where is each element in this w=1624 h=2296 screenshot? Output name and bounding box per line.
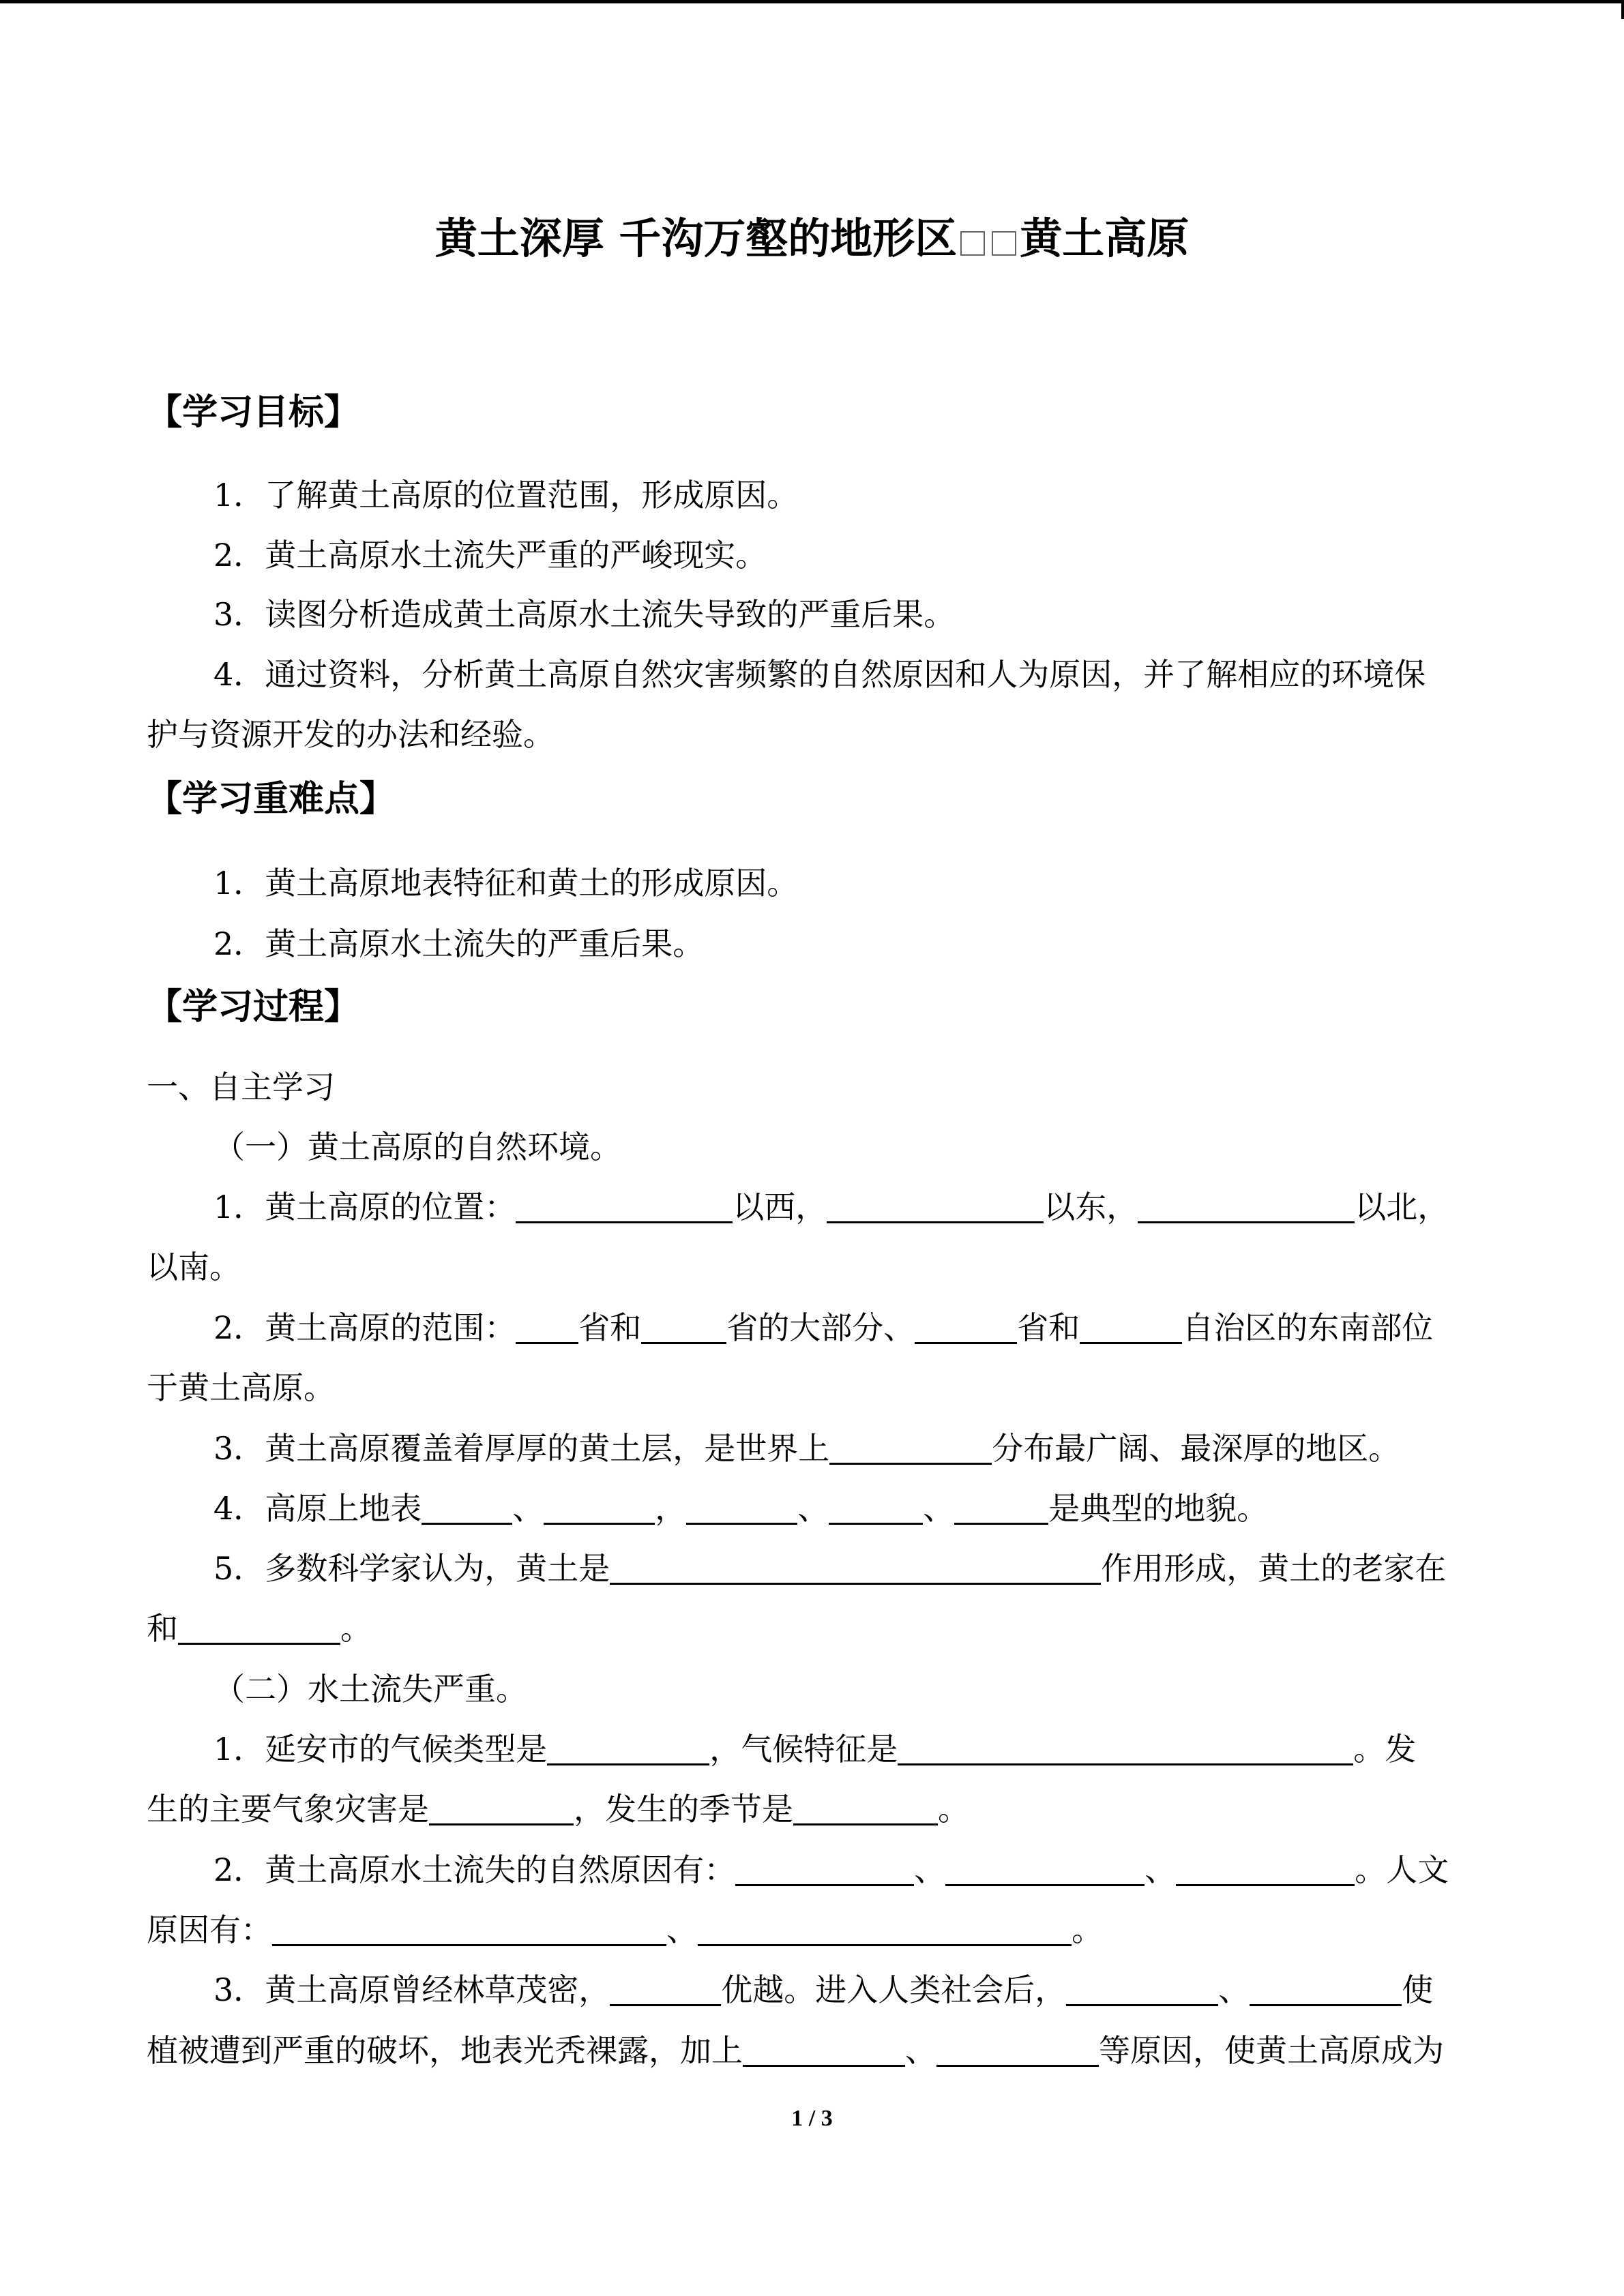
question-4: 4．高原上地表 、 ， 、 、 是典型的地貌。 (213, 1490, 1269, 1527)
objective-item: 2．黄土高原水土流失严重的严峻现实。 (213, 537, 767, 573)
fill-blank[interactable] (178, 1613, 340, 1645)
question-2: 2．黄土高原的范围： 省和 省的大部分、 省和 自治区的东南部位 (213, 1309, 1434, 1346)
objective-item-cont: 护与资源开发的办法和经验。 (147, 716, 555, 753)
fill-blank[interactable] (945, 1854, 1145, 1886)
question-6-cont: 生的主要气象灾害是 ，发生的季节是 。 (147, 1791, 969, 1828)
fill-blank[interactable] (272, 1914, 666, 1946)
sub-heading: （一）黄土高原的自然环境。 (213, 1129, 621, 1165)
fill-blank[interactable] (610, 1553, 1101, 1585)
question-7-cont: 原因有： 、 。 (147, 1911, 1103, 1948)
section-heading-process: 【学习过程】 (147, 987, 360, 1028)
objective-item: 3．读图分析造成黄土高原水土流失导致的严重后果。 (213, 596, 956, 633)
fill-blank[interactable] (827, 1191, 1044, 1223)
fill-blank[interactable] (915, 1312, 1017, 1344)
question-2-cont: 于黄土高原。 (147, 1369, 335, 1406)
fill-blank[interactable] (686, 1493, 797, 1525)
fill-blank[interactable] (516, 1312, 578, 1344)
fill-blank[interactable] (936, 2035, 1099, 2067)
fill-blank[interactable] (1250, 1974, 1402, 2006)
keypoint-item: 2．黄土高原水土流失的严重后果。 (213, 925, 705, 962)
corner-mark (1621, 0, 1624, 19)
question-7: 2．黄土高原水土流失的自然原因有： 、 、 。人文 (213, 1851, 1449, 1888)
part-heading: 一、自主学习 (147, 1069, 335, 1105)
question-8-cont: 植被遭到严重的破坏，地表光秃裸露，加上 、 等原因，使黄土高原成为 (147, 2032, 1444, 2069)
missing-glyph-box (960, 231, 985, 256)
question-8: 3．黄土高原曾经林草茂密， 优越。进入人类社会后， 、 使 (213, 1971, 1434, 2008)
fill-blank[interactable] (544, 1493, 655, 1525)
question-6: 1．延安市的气候类型是 ，气候特征是 。发 (213, 1731, 1417, 1768)
fill-blank[interactable] (954, 1493, 1048, 1525)
fill-blank[interactable] (793, 1793, 938, 1825)
fill-blank[interactable] (743, 2035, 905, 2067)
objective-item: 1．了解黄土高原的位置范围，形成原因。 (213, 477, 799, 513)
fill-blank[interactable] (898, 1733, 1353, 1765)
sub-heading: （二）水土流失严重。 (213, 1671, 527, 1708)
section-heading-keypoints: 【学习重难点】 (147, 779, 396, 820)
question-1-cont: 以南。 (147, 1249, 241, 1285)
fill-blank[interactable] (429, 1793, 574, 1825)
fill-blank[interactable] (1176, 1854, 1355, 1886)
fill-blank[interactable] (829, 1433, 992, 1465)
keypoint-item: 1．黄土高原地表特征和黄土的形成原因。 (213, 865, 799, 901)
page-title: 黄土深厚 千沟万壑的地形区 黄土高原 (434, 213, 1190, 263)
question-3: 3．黄土高原覆盖着厚厚的黄土层，是世界上 分布最广阔、最深厚的地区。 (213, 1430, 1400, 1467)
fill-blank[interactable] (698, 1914, 1072, 1946)
objective-item: 4．通过资料，分析黄土高原自然灾害频繁的自然原因和人为原因，并了解相应的环境保 (213, 656, 1426, 693)
fill-blank[interactable] (829, 1493, 923, 1525)
fill-blank[interactable] (516, 1191, 733, 1223)
fill-blank[interactable] (1080, 1312, 1182, 1344)
fill-blank[interactable] (735, 1854, 914, 1886)
fill-blank[interactable] (610, 1974, 721, 2006)
question-5-cont: 和 。 (147, 1610, 372, 1647)
top-border (0, 0, 1624, 3)
fill-blank[interactable] (641, 1312, 726, 1344)
question-5: 5．多数科学家认为，黄土是 作用形成，黄土的老家在 (213, 1550, 1447, 1587)
fill-blank[interactable] (1138, 1191, 1355, 1223)
fill-blank[interactable] (422, 1493, 512, 1525)
missing-glyph-box (992, 231, 1016, 256)
fill-blank[interactable] (1066, 1974, 1218, 2006)
page-number: 1 / 3 (791, 2106, 833, 2131)
section-heading-objectives: 【学习目标】 (147, 392, 360, 433)
fill-blank[interactable] (547, 1733, 709, 1765)
question-1: 1．黄土高原的位置： 以西， 以东， 以北， (213, 1189, 1449, 1225)
